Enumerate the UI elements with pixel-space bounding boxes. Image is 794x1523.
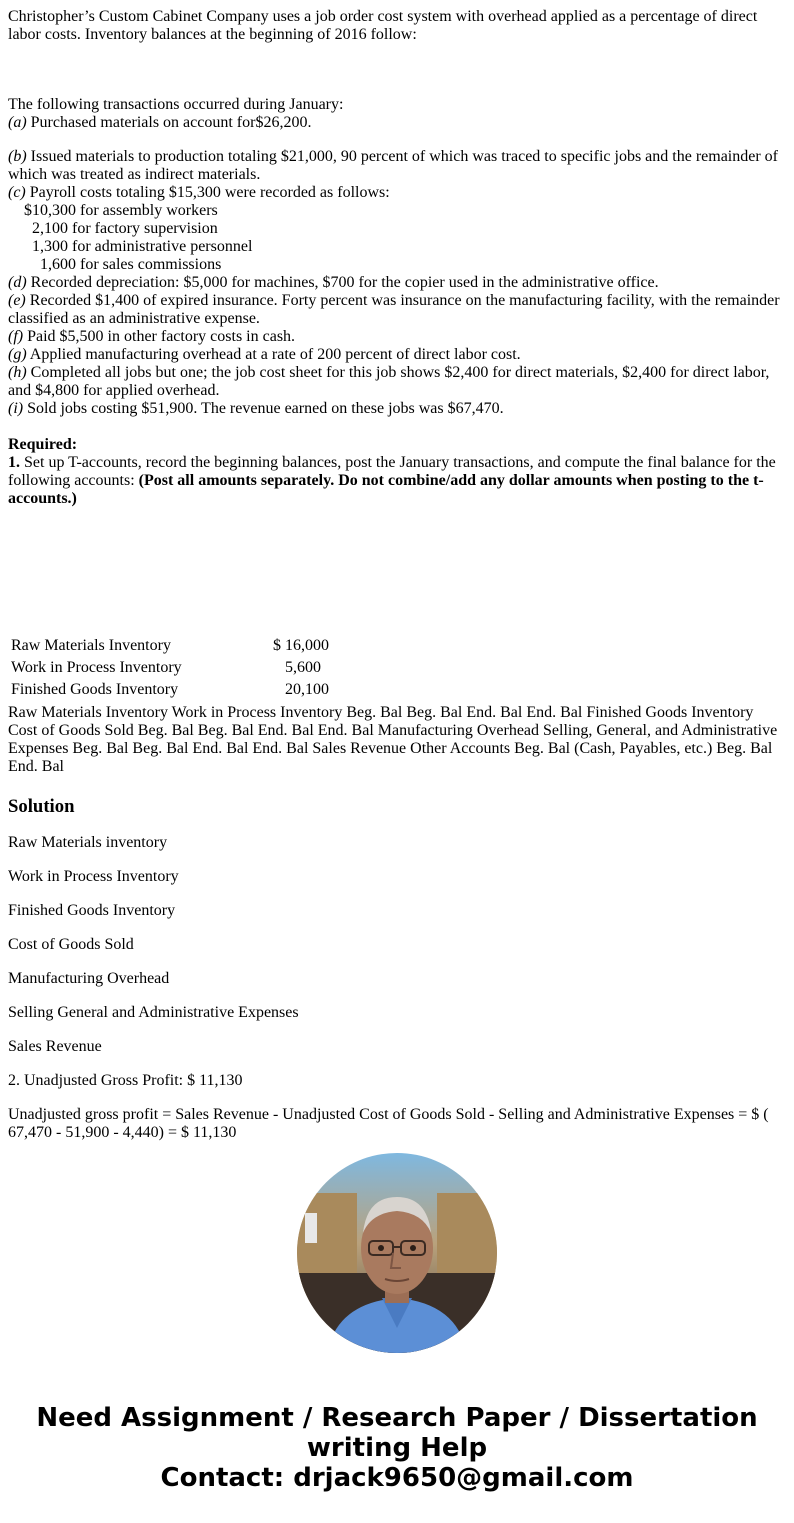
account-name: Work in Process Inventory [11,659,182,676]
blank-gap [8,132,786,148]
beginning-balances-table [8,634,348,702]
transaction-h: (h) Completed all jobs but one; the job cost sheet for this job shows $2,400 for direct materials, $2,400 for direct labor, and $4,800 for applied overhead. [8,364,770,399]
document-body [8,8,786,1142]
transaction-d: (d) Recorded depreciation: $5,000 for machines, $700 for the copier used in the administrative office. [8,274,659,291]
transaction-g: (g) Applied manufacturing overhead at a rate of 200 percent of direct labor cost. [8,346,521,363]
banner-contact: Contact: drjack9650@gmail.com [160,1463,634,1493]
payroll-line: $10,300 for assembly workers [8,202,218,219]
solution-line: Raw Materials inventory [8,834,168,851]
account-amount: $ 16,000 [273,637,329,654]
transaction-label: (a) [8,114,27,131]
table-row [10,636,346,656]
transaction-label: (g) [8,346,27,363]
t-accounts-text: Raw Materials Inventory Work in Process Inventory Beg. Bal Beg. Bal End. Bal End. Bal Finished Goods Inventory Cost of Goods Sold Beg. Bal Beg. Bal End. Bal End. Bal Manufacturing Overhead Selling, General, and Administrative Expenses Beg. Bal Beg. Bal End. Bal End. Bal Sales Revenue Other Accounts Beg. Bal (Cash, Payables, etc.) Beg. Bal End. Bal [8,704,778,775]
transaction-label: (h) [8,364,27,381]
transaction-label: (f) [8,328,24,345]
payroll-line: 1,300 for administrative personnel [8,238,253,255]
transaction-e: (e) Recorded $1,400 of expired insurance. Forty percent was insurance on the manufacturing facility, with the remainder classified as an administrative expense. [8,292,780,327]
solution-line: Manufacturing Overhead [8,970,170,987]
blank-gap [8,418,786,436]
blank-gap [8,508,786,634]
banner-line: Need Assignment / Research Paper / Dissertation [36,1403,758,1433]
banner-line: writing Help [306,1433,488,1463]
solution-line: 2. Unadjusted Gross Profit: $ 11,130 [8,1072,243,1089]
person-portrait-icon [297,1153,497,1353]
transaction-f: (f) Paid $5,500 in other factory costs in cash. [8,328,296,345]
solution-line: Selling General and Administrative Expenses [8,1004,299,1021]
transaction-b: (b) Issued materials to production totaling $21,000, 90 percent of which was traced to specific jobs and the remainder of which was treated as indirect materials. [8,148,778,183]
table-row [10,658,346,678]
payroll-line: 2,100 for factory supervision [8,220,218,237]
blank-gap [8,44,786,96]
required-item-1: 1. Set up T-accounts, record the beginning balances, post the January transactions, and compute the final balance for the following accounts: (Post all amounts separately. Do not combine/add any dollar amounts when posting to the t-accounts.) [8,454,776,507]
payroll-line: 1,600 for sales commissions [8,256,222,273]
transaction-label: (d) [8,274,27,291]
transaction-label: (i) [8,400,24,417]
avatar [297,1153,497,1353]
transaction-label: (c) [8,184,26,201]
solution-line: Sales Revenue [8,1038,102,1055]
account-amount: 20,100 [285,681,329,698]
transaction-c: (c) Payroll costs totaling $15,300 were recorded as follows: [8,184,390,201]
promo-banner [0,1403,794,1493]
account-amount: 5,600 [285,659,321,676]
solution-line: Work in Process Inventory [8,868,179,885]
table-row [10,680,346,700]
solution-line: Cost of Goods Sold [8,936,134,953]
solution-line: Unadjusted gross profit = Sales Revenue - Unadjusted Cost of Goods Sold - Selling and Administrative Expenses = $ ( 67,470 - 51,900 - 4,440) = $ 11,130 [8,1106,769,1141]
transaction-label: (b) [8,148,27,165]
solution-line: Finished Goods Inventory [8,902,176,919]
transaction-label: (e) [8,292,26,309]
intro-paragraph: Christopher’s Custom Cabinet Company uses a job order cost system with overhead applied as a percentage of direct labor costs. Inventory balances at the beginning of 2016 follow: [8,8,758,43]
solution-heading: Solution [8,796,75,817]
account-name: Raw Materials Inventory [11,637,171,654]
account-name: Finished Goods Inventory [11,681,179,698]
transaction-i: (i) Sold jobs costing $51,900. The revenue earned on these jobs was $67,470. [8,400,504,417]
required-heading: Required: [8,436,78,453]
transactions-heading: The following transactions occurred during January: [8,96,344,113]
transaction-a: (a) Purchased materials on account for$26,200. [8,114,312,131]
